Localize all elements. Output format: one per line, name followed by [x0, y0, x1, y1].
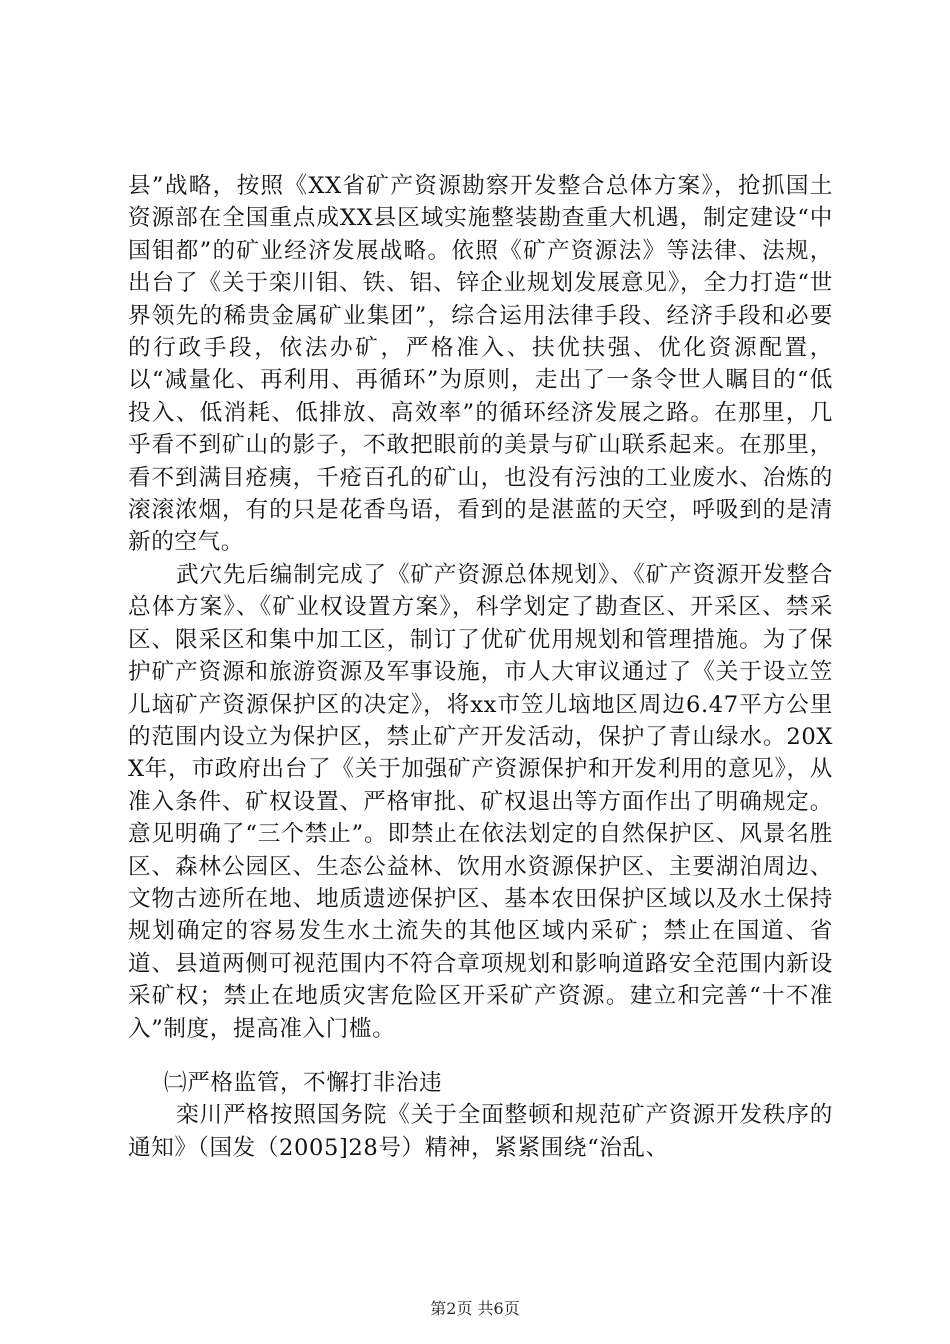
- document-body: [128, 170, 833, 1164]
- page-number: 第2页 共6页: [430, 1299, 520, 1318]
- paragraph-supervision: 栾川严格按照国务院《关于全面整顿和规范矿产资源开发秩序的通知》（国发（2005]28号）精神，紧紧围绕“治乱、: [128, 1102, 833, 1161]
- paragraph-continued: 县”战略，按照《XX省矿产资源勘察开发整合总体方案》，抢抓国土资源部在全国重点成XX县区域实施整装勘查重大机遇，制定建设“中国钼都”的矿业经济发展战略。依照《矿产资源法》等法律、法规，出台了《关于栾川钼、铁、铝、锌企业规划发展意见》，全力打造“世界领先的稀贵金属矿业集团”，综合运用法律手段、经济手段和必要的行政手段，依法办矿，严格准入、扶优扶强、优化资源配置，以“减量化、再利用、再循环”为原则，走出了一条令世人瞩目的“低投入、低消耗、低排放、高效率”的循环经济发展之路。在那里，几乎看不到矿山的影子，不敢把眼前的美景与矿山联系起来。在那里，看不到满目疮痍，千疮百孔的矿山，也没有污浊的工业废水、冶炼的滚滚浓烟，有的只是花香鸟语，看到的是湛蓝的天空，呼吸到的是清新的空气。: [128, 173, 833, 556]
- section-heading: ㈡严格监管，不懈打非治违: [164, 1069, 443, 1096]
- page-footer: [0, 1299, 950, 1319]
- paragraph-planning: 武穴先后编制完成了《矿产资源总体规划》、《矿产资源开发整合总体方案》、《矿业权设置方案》，科学划定了勘查区、开采区、禁采区、限采区和集中加工区，制订了优矿优用规划和管理措施。为了保护矿产资源和旅游资源及军事设施，市人大审议通过了《关于设立笠儿垴矿产资源保护区的决定》，将xx市笠儿垴地区周边6.47平方公里的范围内设立为保护区，禁止矿产开发活动，保护了青山绿水。20XX年，市政府出台了《关于加强矿产资源保护和开发利用的意见》，从准入条件、矿权设置、严格审批、矿权退出等方面作出了明确规定。意见明确了“三个禁止”。即禁止在依法划定的自然保护区、风景名胜区、森林公园区、生态公益林、饮用水资源保护区、主要湖泊周边、文物古迹所在地、地质遗迹保护区、基本农田保护区域以及水土保持规划确定的容易发生水土流失的其他区域内采矿；禁止在国道、省道、县道两侧可视范围内不符合章项规划和影响道路安全范围内新设采矿权；禁止在地质灾害危险区开采矿产资源。建立和完善“十不准入”制度，提高准入门槛。: [128, 561, 833, 1042]
